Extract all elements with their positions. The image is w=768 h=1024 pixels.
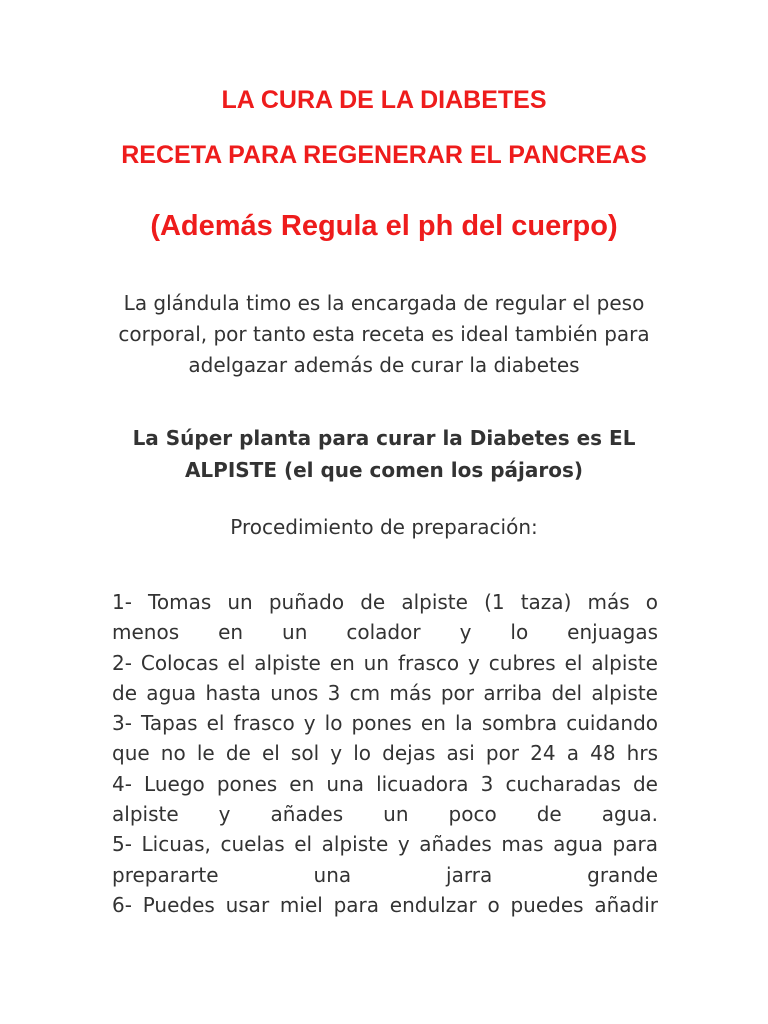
highlight-paragraph: La Súper planta para curar la Diabetes es EL ALPISTE (el que comen los pájaros) <box>132 426 636 482</box>
steps-list <box>112 587 658 920</box>
step-line: 6- Puedes usar miel para endulzar o puedes añadir <box>112 892 658 917</box>
step-line: 5- Licuas, cuelas el alpiste y añades mas agua para <box>112 832 658 857</box>
step-line: 2- Colocas el alpiste en un frasco y cubres el alpiste <box>112 650 658 675</box>
step-line: alpiste y añades un poco de agua. <box>112 802 658 827</box>
intro-paragraph: La glándula timo es la encargada de regular el peso corporal, por tanto esta receta es ideal también para adelgazar además de curar la diabetes <box>118 291 650 377</box>
page-title: LA CURA DE LA DIABETES <box>221 86 547 114</box>
step-line: que no le de el sol y lo dejas asi por 24 a 48 hrs <box>112 741 658 766</box>
step-line: de agua hasta unos 3 cm más por arriba del alpiste <box>112 680 658 705</box>
step-line: prepararte una jarra grande <box>112 862 658 887</box>
step-line: 1- Tomas un puñado de alpiste (1 taza) más o <box>112 590 658 614</box>
procedure-label: Procedimiento de preparación: <box>230 515 538 539</box>
step-line: menos en un colador y lo enjuagas <box>112 620 658 645</box>
step-line: 3- Tapas el frasco y lo pones en la sombra cuidando <box>112 711 658 736</box>
step-line: 4- Luego pones en una licuadora 3 cucharadas de <box>112 771 658 796</box>
recipe-note: (Además Regula el ph del cuerpo) <box>150 210 618 242</box>
recipe-subtitle: RECETA PARA REGENERAR EL PANCREAS <box>121 141 647 169</box>
